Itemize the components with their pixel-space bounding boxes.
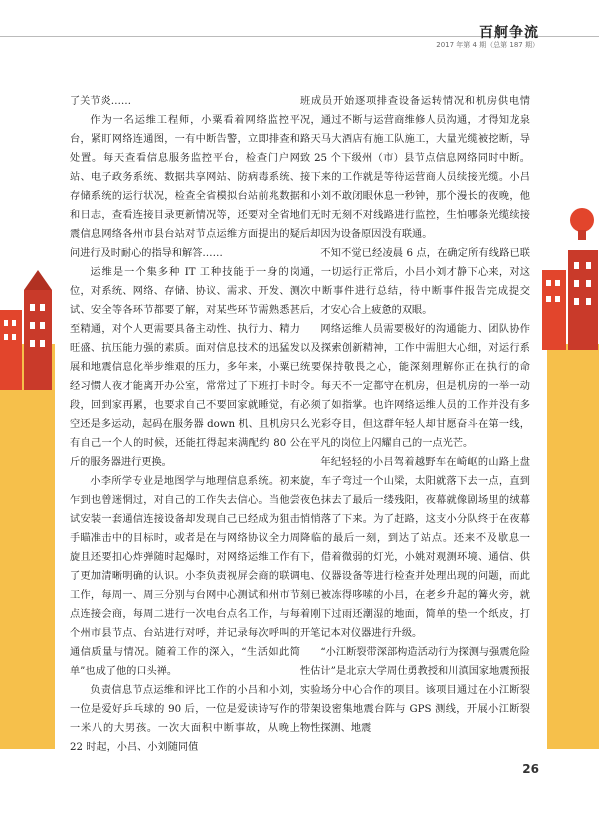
paragraph: 网络运维人员需要极好的沟通能力、团队协作以及探索创新精神，工作中需胆大心细，对运行系统要保持敬畏之心，能深刻理解你正在执行的命令。每天不一定都守在机房，但是机房的一举一动必须了如指掌。也许网络运维人员的工作并没有多么光彩夺目，但这群年轻人却甘愿奋斗在第一线，在平凡的岗位上闪耀自己的一点光芒。 (300, 324, 530, 449)
paragraph: 负责信息节点运维和评比工作的小吕和小刘，一位是爱好乒乓球的 90 后，一位是爱读诗写作的一米八的大男孩。一次大面积中断事故，从晚上 22 时起，小吕、小刘随同值 (70, 685, 300, 753)
left-building-illustration (0, 270, 60, 390)
paragraph: 班成员开始逐项排查设备运转情况和机房供电情况，通过不断与运营商维修人员沟通，才得知龙泉路天马大酒店有施工队施工，大量光缆被挖断，导致 25 个下级州（市）县节点信息网络同时中断。接下来的工作就是等待运营商人员续接光缆。小吕和小刘不敢闭眼休息一秒钟，那个漫长的夜晚，他们无时无刻不对线路进行监控，生怕哪条光缆续接后却因为设备原因没有联通。 (300, 96, 530, 240)
paragraph: 不知不觉已经凌晨 6 点，在确定所有线路已联通，一切运行正常后，小吕小刘才静下心来，对这次中断事件进行总结，待中断事件报告完成提交后，才安心合上疲惫的双眼。 (300, 248, 530, 316)
paragraph: 年纪轻轻的小吕驾着越野车在崎岖的山路上盘旋，车子弯过一个山梁，太阳就落下去一点，直到夜色抹去了最后一缕残阳，夜幕就像剧场里的绒幕悄悄落了下来。为了赶路，这支小分队终于在夜幕降临的最后一刻，到达了站点。还来不及歇息一下，借着微弱的灯光，小姚对观测环境、通信、供电、仪器设备等进行检查并处理出现的问题，而此刻已被冻得哆嗦的小吕，在老乡升起的篝火旁，就着刚下过雨还潮湿的地面，简单的垫一个纸皮，打开笔记本对仪器进行升级。 (300, 457, 530, 639)
paragraph: 小李所学专业是地图学与地理信息系统。初来乍到也曾迷惘过，对自己的工作失去信心。当他尝试安装一套通信连接设备却发现自己已经成为狙击手瞄准击中的目标时，或者是在与网络协议全力周旋且还要扣心炸弹随时起爆时，对网络运维工作有了更加清晰明确的认识。小李负责视屏会商的联调工作，每周一、周三分别与台网中心测试和州市节点连接会商，每周二进行一次电台点名工作，与每个州市县节点、台站进行对呼，并记录每次呼叫的通信质量与情况。随着工作的深入，“生活如此简单”也成了他的口头禅。 (70, 476, 300, 677)
left-decorative-band (0, 344, 55, 749)
paragraph: 作为一名运维工程师，小粟看着网络监控平台，紧盯网络连通图，一有中断告警，立即排查和处置。每天查看信息服务监控平台，检查门户网站、电子政务系统、数据共享网站、防病毒系统、存储系统的运行状况，检查全省模拟台站前兆数据和日志，查看连接目录更新情况等，还要对全省地震信息网络各州市县台站对节点运维方面提出的疑问进行及时耐心的指导和解答…… (70, 115, 300, 259)
right-column (300, 92, 530, 738)
left-column (70, 92, 300, 757)
issue-info: 2017 年第 4 期（总第 187 期） (436, 41, 539, 49)
magazine-title: 百舸争流 (479, 25, 539, 41)
right-decorative-band (547, 344, 599, 749)
paragraph: “小江断裂带深部构造活动行为探测与强震危险性估计”是北京大学周仕勇教授和川滇国家地震预报实验场分中心合作的项目。该项目通过在小江断裂带架设密集地震台阵与 GPS 测线，开展小江断裂物性探测、地震 (300, 647, 530, 734)
right-building-illustration (540, 180, 599, 350)
paragraph: 运维是一个集多种 IT 工种技能于一身的岗位，对系统、网络、存储、协议、需求、开发、测试、安全等各环节都要了解，对某些环节需熟悉甚至精通，对个人更需要具备主动性、执行力、精力旺盛、抗压能力强的素质。面对信息技术的迅猛发展和地震信息化举步维艰的压力，多年来，小粟已经习惯人夜才能离开办公室，常常过了下班打卡时段，回到家再累，也要求自己不要回家就睡觉，有空还是多运动，起码在服务器 down 机、且机房只有自己一个人的时候，还能扛得起来满配约 80 公斤的服务器进行更换。 (70, 267, 300, 468)
paragraph: 了关节炎…… (70, 96, 132, 107)
page-number: 26 (522, 762, 539, 776)
